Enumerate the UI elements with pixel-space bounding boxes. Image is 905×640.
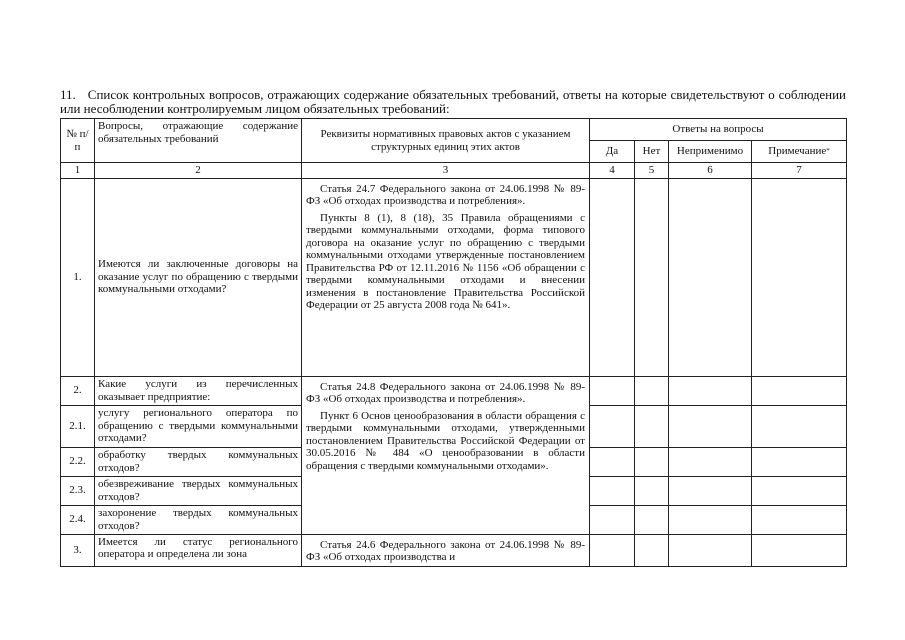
answer-no-cell[interactable] bbox=[635, 534, 669, 566]
answer-note-cell[interactable] bbox=[752, 178, 847, 376]
legal-reference-cell bbox=[302, 376, 590, 534]
answer-na-cell[interactable] bbox=[669, 376, 752, 405]
column-number: 4 bbox=[590, 163, 635, 179]
question-cell: услугу регионального оператора по обращению с твердыми коммунальными отходами? bbox=[95, 405, 302, 447]
answer-na-cell[interactable] bbox=[669, 505, 752, 534]
answer-yes-cell[interactable] bbox=[590, 178, 635, 376]
answer-yes-cell[interactable] bbox=[590, 505, 635, 534]
answer-no-cell[interactable] bbox=[635, 376, 669, 405]
row-number: 2.4. bbox=[61, 505, 95, 534]
legal-reference-cell bbox=[302, 178, 590, 376]
answer-na-cell[interactable] bbox=[669, 476, 752, 505]
row-number: 2.3. bbox=[61, 476, 95, 505]
header-note-label: Примечание bbox=[768, 145, 827, 158]
column-number: 6 bbox=[669, 163, 752, 179]
header-answers: Ответы на вопросы bbox=[590, 119, 847, 141]
answer-yes-cell[interactable] bbox=[590, 405, 635, 447]
answer-no-cell[interactable] bbox=[635, 447, 669, 476]
section-heading bbox=[60, 88, 846, 116]
section-heading-text: Список контрольных вопросов, отражающих содержание обязательных требований, ответы на которые свидетельствуют о соблюдении или несоблюдении контролируемым лицом обязательных требований: bbox=[60, 87, 846, 116]
table-row bbox=[61, 178, 847, 376]
row-number: 2.1. bbox=[61, 405, 95, 447]
answer-yes-cell[interactable] bbox=[590, 476, 635, 505]
header-questions: Вопросы, отражающие содержание обязательных требований bbox=[95, 119, 302, 163]
column-number: 7 bbox=[752, 163, 847, 179]
question-cell: Имеется ли статус регионального оператора и определена ли зона bbox=[95, 534, 302, 566]
row-number: 3. bbox=[61, 534, 95, 566]
question-cell: захоронение твердых коммунальных отходов? bbox=[95, 505, 302, 534]
header-note bbox=[752, 141, 847, 163]
question-cell: Какие услуги из перечисленных оказывает предприятие: bbox=[95, 376, 302, 405]
answer-note-cell[interactable] bbox=[752, 376, 847, 405]
answer-no-cell[interactable] bbox=[635, 505, 669, 534]
answer-note-cell[interactable] bbox=[752, 405, 847, 447]
answer-no-cell[interactable] bbox=[635, 476, 669, 505]
answer-no-cell[interactable] bbox=[635, 178, 669, 376]
column-number-row bbox=[61, 163, 847, 179]
header-no: Нет bbox=[635, 141, 669, 163]
row-number: 2. bbox=[61, 376, 95, 405]
question-cell: обезвреживание твердых коммунальных отходов? bbox=[95, 476, 302, 505]
header-yes: Да bbox=[590, 141, 635, 163]
answer-yes-cell[interactable] bbox=[590, 534, 635, 566]
answer-na-cell[interactable] bbox=[669, 405, 752, 447]
table-row bbox=[61, 376, 847, 405]
table-row bbox=[61, 534, 847, 566]
answer-yes-cell[interactable] bbox=[590, 376, 635, 405]
row-number: 1. bbox=[61, 178, 95, 376]
header-num: № п/п bbox=[61, 119, 95, 163]
legal-paragraph: Пункты 8 (1), 8 (18), 35 Правила обращениями с твердыми коммунальными отходами, форма типового договора на оказание услуг по обращению с твердыми коммунальными отходами утвержденные постановлением Правительства РФ от 12.11.2016 № 1156 «Об обращении с твердыми коммунальными отходами и внесении изменения в постановление Правительства Российской Федерации от 25 августа 2008 года № 641». bbox=[306, 211, 585, 311]
question-cell: обработку твердых коммунальных отходов? bbox=[95, 447, 302, 476]
header-requisites: Реквизиты нормативных правовых актов с указанием структурных единиц этих актов bbox=[302, 119, 590, 163]
column-number: 5 bbox=[635, 163, 669, 179]
column-number: 3 bbox=[302, 163, 590, 179]
answer-yes-cell[interactable] bbox=[590, 447, 635, 476]
checklist-table bbox=[60, 118, 847, 567]
legal-paragraph: Пункт 6 Основ ценообразования в области обращения с твердыми коммунальными отходами, утвержденными постановлением Правительства Российской Федерации от 30.05.2016 № 484 «О ценообразовании в области обращения с твердыми коммунальными отходами». bbox=[306, 409, 585, 472]
answer-na-cell[interactable] bbox=[669, 178, 752, 376]
answer-na-cell[interactable] bbox=[669, 447, 752, 476]
header-not-applicable: Неприменимо bbox=[669, 141, 752, 163]
footnote-mark: * bbox=[826, 147, 830, 156]
row-number: 2.2. bbox=[61, 447, 95, 476]
column-number: 1 bbox=[61, 163, 95, 179]
question-cell: Имеются ли заключенные договоры на оказание услуг по обращению с твердыми коммунальными отходами? bbox=[95, 178, 302, 376]
answer-note-cell[interactable] bbox=[752, 476, 847, 505]
answer-note-cell[interactable] bbox=[752, 534, 847, 566]
column-number: 2 bbox=[95, 163, 302, 179]
answer-note-cell[interactable] bbox=[752, 505, 847, 534]
legal-reference-cell bbox=[302, 534, 590, 566]
legal-paragraph: Статья 24.6 Федерального закона от 24.06.1998 № 89-ФЗ «Об отходах производства и bbox=[306, 538, 585, 563]
legal-paragraph: Статья 24.8 Федерального закона от 24.06.1998 № 89-ФЗ «Об отходах производства и потребления». bbox=[306, 380, 585, 405]
answer-note-cell[interactable] bbox=[752, 447, 847, 476]
section-number: 11. bbox=[60, 87, 76, 102]
answer-no-cell[interactable] bbox=[635, 405, 669, 447]
legal-paragraph: Статья 24.7 Федерального закона от 24.06.1998 № 89-ФЗ «Об отходах производства и потребления». bbox=[306, 182, 585, 207]
answer-na-cell[interactable] bbox=[669, 534, 752, 566]
